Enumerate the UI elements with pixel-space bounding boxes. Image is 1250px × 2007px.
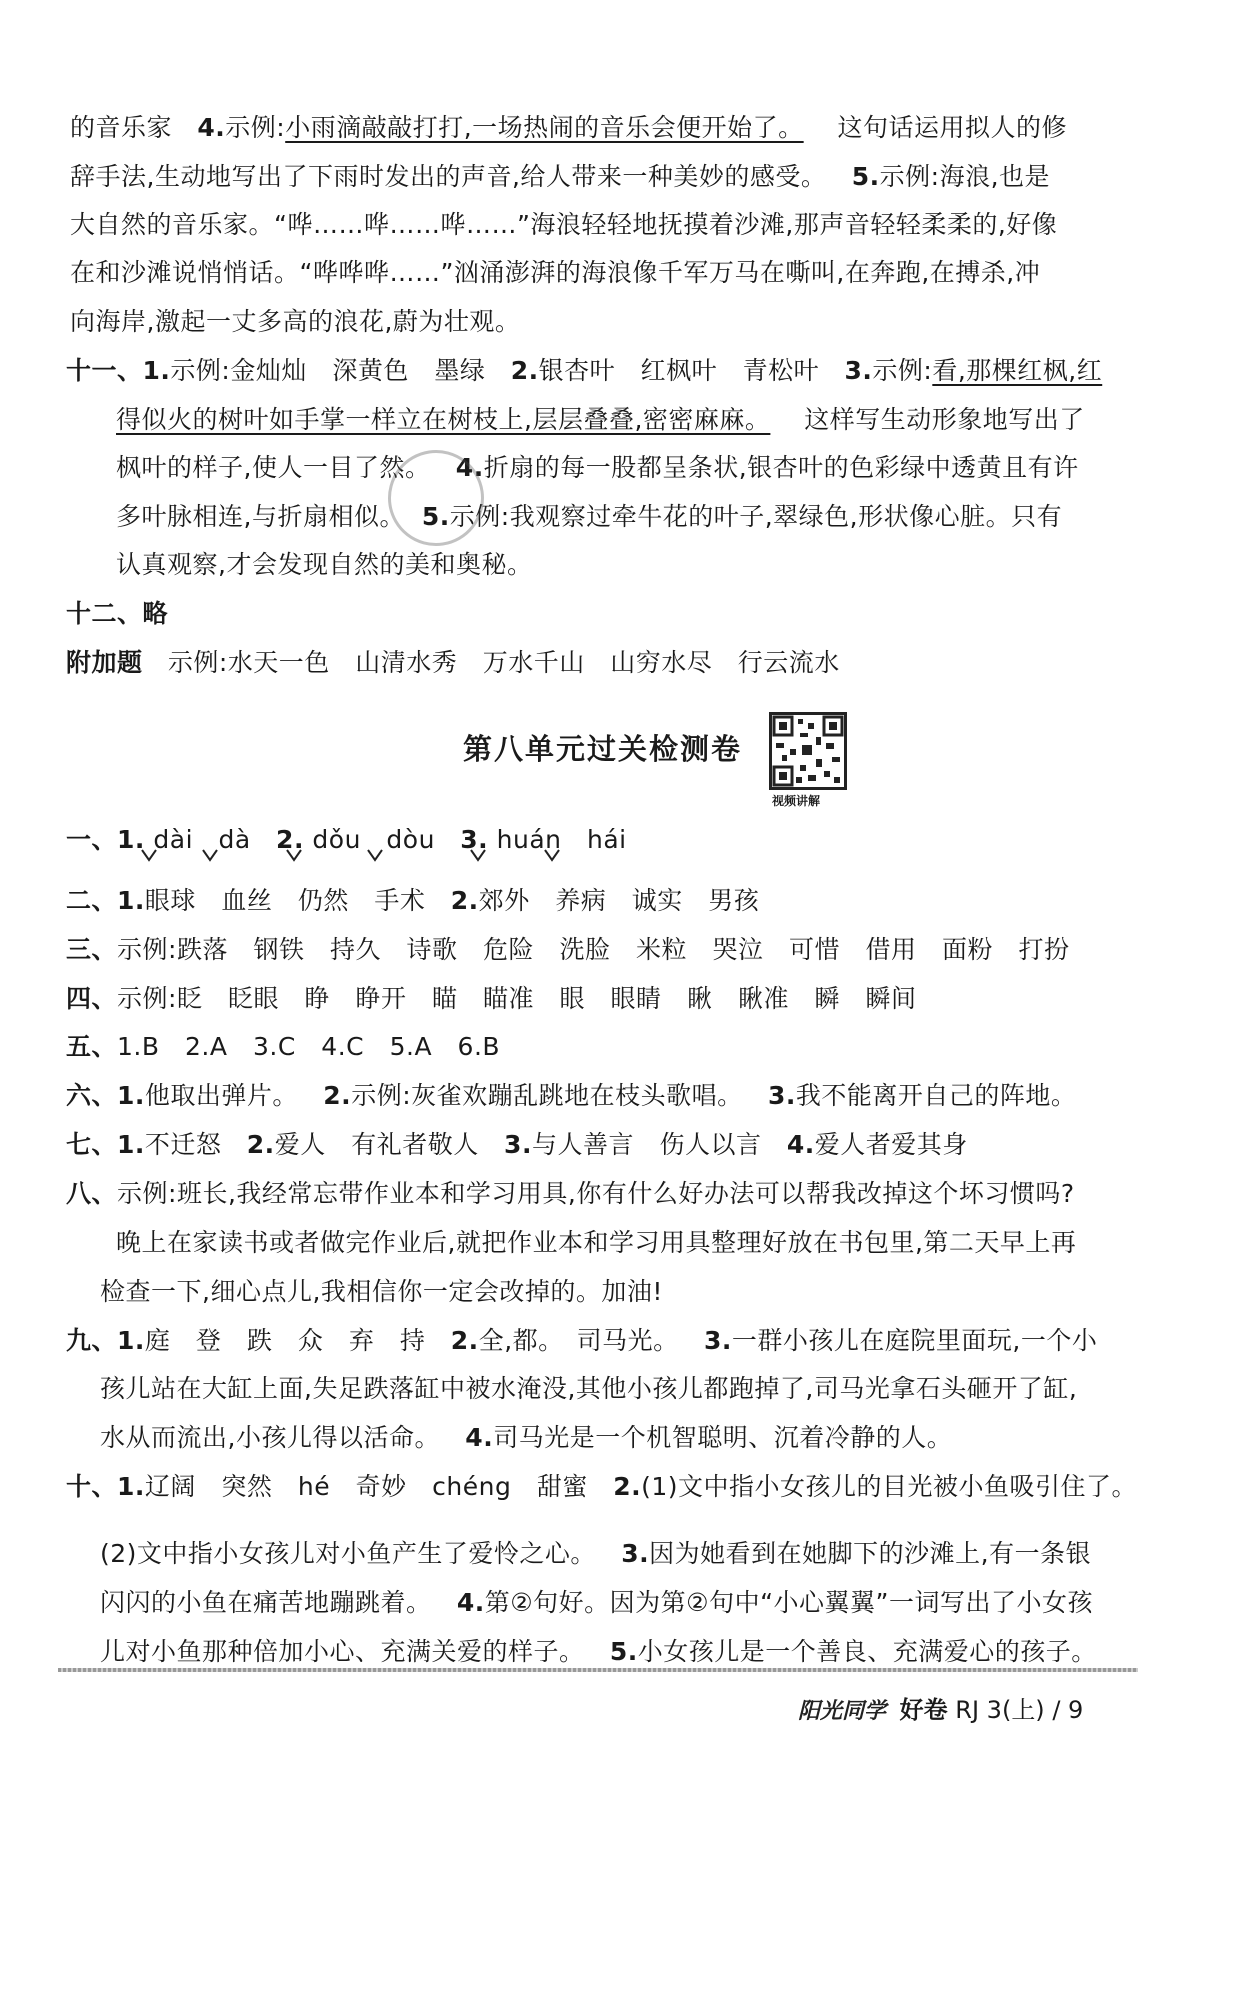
q9-line-1: 九、1.庭 登 跌 众 弃 持 2.全,都。 司马光。 3.一群小孩儿在庭院里面玩,一个小 xyxy=(66,1326,1098,1355)
line-5: 向海岸,激起一丈多高的浪花,蔚为壮观。 xyxy=(70,307,521,336)
footer-divider xyxy=(58,1668,1138,1672)
line-2: 辞手法,生动地写出了下雨时发出的声音,给人带来一种美妙的感受。 5.示例:海浪,也是 xyxy=(70,162,1051,191)
edition: RJ 3(上) xyxy=(955,1696,1045,1724)
q9-line-2: 孩儿站在大缸上面,失足跌落缸中被水淹没,其他小孩儿都跑掉了,司马光拿石头砸开了缸, xyxy=(100,1374,1078,1403)
tick-mark xyxy=(203,850,217,860)
section-12: 十二、略 xyxy=(66,599,169,628)
q9-line-3: 水从而流出,小孩儿得以活命。 4.司马光是一个机智聪明、沉着冷静的人。 xyxy=(100,1423,953,1452)
q7: 七、1.不迁怒 2.爱人 有礼者敬人 3.与人善言 伤人以言 4.爱人者爱其身 xyxy=(66,1130,968,1159)
q8-line-2: 晚上在家读书或者做完作业后,就把作业本和学习用具整理好放在书包里,第二天早上再 xyxy=(116,1228,1077,1257)
q10-line-4: 儿对小鱼那种倍加小心、充满关爱的样子。 5.小女孩儿是一个善良、充满爱心的孩子。 xyxy=(100,1637,1097,1666)
q5: 五、1.B 2.A 3.C 4.C 5.A 6.B xyxy=(66,1032,501,1061)
q4: 四、示例:眨 眨眼 睁 睁开 瞄 瞄准 眼 眼睛 瞅 瞅准 瞬 瞬间 xyxy=(66,984,917,1013)
line-1: 的音乐家 4.示例:小雨滴敲敲打打,一场热闹的音乐会便开始了。 这句话运用拟人的修 xyxy=(70,113,1067,142)
section-11-line-1: 十一、1.示例:金灿灿 深黄色 墨绿 2.银杏叶 红枫叶 青松叶 3.示例:看,那棵红枫,红 xyxy=(66,356,1103,385)
tick-mark xyxy=(471,850,485,860)
book-name: 好卷 xyxy=(899,1696,948,1724)
section-11-line-4: 多叶脉相连,与折扇相似。 5.示例:我观察过牵牛花的叶子,翠绿色,形状像心脏。只有 xyxy=(116,502,1063,531)
section-11-line-2: 得似火的树叶如手掌一样立在树枝上,层层叠叠,密密麻麻。 这样写生动形象地写出了 xyxy=(116,405,1085,434)
q10-line-1: 十、1.辽阔 突然 hé 奇妙 chéng 甜蜜 2.(1)文中指小女孩儿的目光被小鱼吸引住了。 xyxy=(66,1472,1138,1501)
section-11-line-5: 认真观察,才会发现自然的美和奥秘。 xyxy=(116,550,533,579)
bonus-question: 附加题 示例:水天一色 山清水秀 万水千山 山穷水尽 行云流水 xyxy=(66,648,840,677)
line-3: 大自然的音乐家。“哗……哗……哗……”海浪轻轻地抚摸着沙滩,那声音轻轻柔柔的,好像 xyxy=(70,210,1058,239)
brand-logo: 阳光同学 xyxy=(798,1699,887,1724)
q10-line-3: 闪闪的小鱼在痛苦地蹦跳着。 4.第②句好。因为第②句中“小心翼翼”一词写出了小女孩 xyxy=(100,1588,1093,1617)
tick-mark xyxy=(287,850,301,860)
q2: 二、1.眼球 血丝 仍然 手术 2.郊外 养病 诚实 男孩 xyxy=(66,886,760,915)
q1: 一、1. dài dà 2. dǒu dòu 3. huán hái xyxy=(66,825,627,854)
qr-label: 视频讲解 xyxy=(772,794,821,808)
line-4: 在和沙滩说悄悄话。“哗哗哗……”汹涌澎湃的海浪像千军万马在嘶叫,在奔跑,在搏杀,冲 xyxy=(70,258,1041,287)
tick-mark xyxy=(142,850,156,860)
page-footer xyxy=(798,1690,1083,1725)
unit-8-title: 第八单元过关检测卷 xyxy=(463,732,743,766)
q10-line-2: (2)文中指小女孩儿对小鱼产生了爱怜之心。 3.因为她看到在她脚下的沙滩上,有一条银 xyxy=(100,1539,1092,1568)
tick-mark xyxy=(368,850,382,860)
q8-line-3: 检查一下,细心点儿,我相信你一定会改掉的。加油! xyxy=(100,1277,663,1306)
q8-line-1: 八、示例:班长,我经常忘带作业本和学习用具,你有什么好办法可以帮我改掉这个坏习惯吗? xyxy=(66,1179,1075,1208)
pinyin-tick-marks xyxy=(0,0,1250,900)
q6: 六、1.他取出弹片。 2.示例:灰雀欢蹦乱跳地在枝头歌唱。 3.我不能离开自己的阵地。 xyxy=(66,1081,1077,1110)
page-number: / 9 xyxy=(1052,1696,1084,1724)
tick-mark xyxy=(545,850,559,860)
q3: 三、示例:跌落 钢铁 持久 诗歌 危险 洗脸 米粒 哭泣 可惜 借用 面粉 打扮 xyxy=(66,935,1070,964)
section-11-line-3: 枫叶的样子,使人一目了然。 4.折扇的每一股都呈条状,银杏叶的色彩绿中透黄且有许 xyxy=(116,453,1079,482)
